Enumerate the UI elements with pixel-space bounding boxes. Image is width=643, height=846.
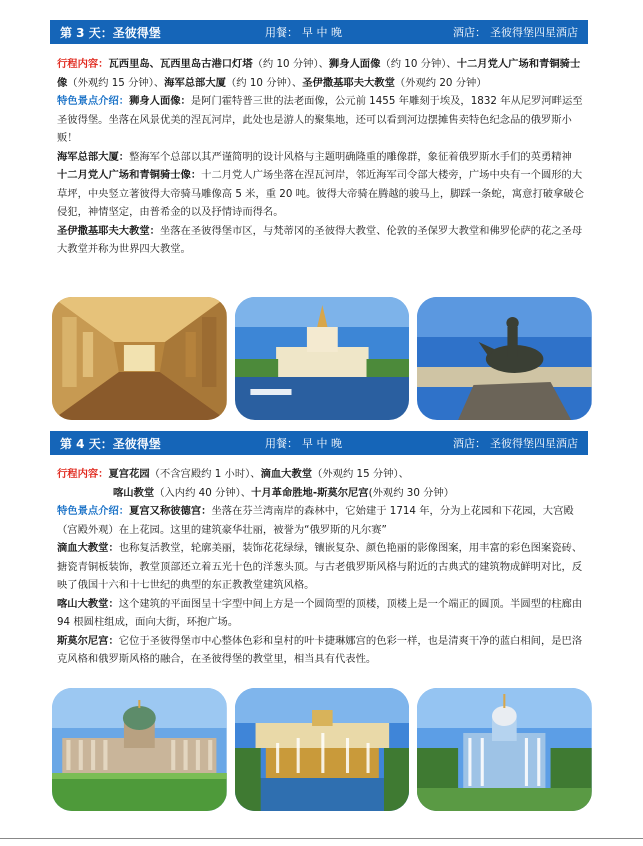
day3-itinerary-label: 行程内容： <box>57 58 109 70</box>
day4-feature-3 <box>57 595 588 632</box>
day3-content <box>57 55 588 259</box>
feature-text: 这个建筑的平面图呈十字型中间上方是一个圆筒型的顶楼，顶楼上是一个端正的圆顶。半圆型的柱廊由 94 根圆柱组成，面向大街，环抱广场。 <box>57 597 583 628</box>
day4-meal <box>265 435 450 451</box>
day4-meal-label: 用餐： <box>265 437 298 450</box>
day4-meal-value: 早 中 晚 <box>302 437 342 450</box>
day3-itinerary <box>57 55 588 92</box>
day4-feature-2 <box>57 539 588 595</box>
day4-title: 第 4 天：圣彼得堡 <box>60 436 161 451</box>
feature-text: 坐落在圣彼得堡市区，与梵蒂冈的圣彼得大教堂、伦敦的圣保罗大教堂和佛罗伦萨的花之圣母大教堂并称为世界四大教堂。 <box>57 224 583 255</box>
feature-name: 海军总部大厦： <box>57 150 130 163</box>
day4-photo-row <box>52 688 592 811</box>
itinerary-item: 十月革命胜地-斯莫尔尼宫 <box>251 486 369 499</box>
itinerary-item: 十二月党人广场和青铜骑士像 <box>57 58 581 89</box>
feature-name: 夏宫又称彼德宫： <box>129 505 212 517</box>
itinerary-note: （约 10 分钟）、 <box>380 58 457 70</box>
day4-feature-1 <box>57 502 588 539</box>
feature-name: 斯莫尔尼宫： <box>57 634 119 647</box>
day3-features-label: 特色景点介绍： <box>57 95 130 107</box>
itinerary-note: （约 10 分钟）、 <box>225 76 303 89</box>
day4-features-label: 特色景点介绍： <box>57 505 130 517</box>
feature-name: 圣伊撒基耶夫大教堂： <box>57 224 160 237</box>
day4-hotel <box>450 435 578 451</box>
itinerary-item: 海军总部大厦 <box>164 76 226 89</box>
day3-meal-value: 早 中 晚 <box>302 26 342 39</box>
day3-feature-1 <box>57 92 588 148</box>
itinerary-note: （入内约 40 分钟）、 <box>154 486 252 499</box>
page-bottom-divider <box>0 838 643 839</box>
day4-hotel-label: 酒店： <box>453 437 486 450</box>
bronze-horseman-photo <box>417 297 592 420</box>
day4-banner <box>50 431 588 455</box>
feature-text: 是阿门霍特普三世的法老面像，公元前 1455 年雕刻于埃及，1832 年从尼罗河畔运至圣彼得堡。坐落在风景优美的涅瓦河岸，此处也是游人的聚集地，还可以看到河边摆摊售卖特色纪念品的俄罗斯小贩！ <box>57 95 583 144</box>
day3-hotel-label: 酒店： <box>453 26 486 39</box>
day3-feature-4 <box>57 222 588 259</box>
itinerary-item: 圣伊撒基耶夫大教堂 <box>302 76 395 89</box>
day4-itinerary-label: 行程内容： <box>57 468 109 480</box>
day3-banner <box>50 20 588 44</box>
day3-title: 第 3 天：圣彼得堡 <box>60 25 161 40</box>
feature-text: 也称复活教堂，轮廓美丽，装饰花花绿绿，镶嵌复杂、颜色艳丽的影像图案，用丰富的彩色图案瓷砖、搪瓷青铜板装饰，教堂顶部还立着五光十色的洋葱头顶。与古老俄罗斯风格与附近的古典式的建筑物成鲜明对比，反映了俄国十六和十七世纪的典型的东正教教堂建筑风格。 <box>57 542 583 591</box>
day3-feature-2 <box>57 148 588 167</box>
day3-hotel-value: 圣彼得堡四星酒店 <box>490 26 578 39</box>
itinerary-note: （外观约 15 分钟）、 <box>312 468 409 480</box>
day3-photo-row <box>52 297 592 420</box>
feature-text: 十二月党人广场坐落在涅瓦河岸，邻近海军司令部大楼旁，广场中央有一个圆形的大草坪，中央竖立著彼得大帝骑马雕像高 5 米，重 20 吨。彼得大帝骑在腾越的骏马上，脚踩一条蛇，寓意打破拿破仑侵犯，神情坚定，由普希金的以及抒情诗而得名。 <box>57 169 584 218</box>
itinerary-note: （不含宫殿约 1 小时）、 <box>149 468 261 480</box>
itinerary-item: 喀山教堂 <box>113 486 155 499</box>
admiralty-building-photo <box>235 297 410 420</box>
feature-text: 坐落在芬兰湾南岸的森林中，它始建于 1714 年，分为上花园和下花园，大宫殿（宫殿外观）在上花园。这里的建筑豪华壮丽，被誉为“俄罗斯的凡尔赛” <box>57 505 574 536</box>
day4-feature-4 <box>57 632 588 669</box>
itinerary-item: 狮身人面像 <box>328 58 381 70</box>
feature-name: 喀山大教堂： <box>57 597 119 610</box>
day4-itinerary-line1 <box>57 465 588 484</box>
itinerary-note: (外观约 30 分钟） <box>368 486 455 499</box>
day3-meal <box>265 24 450 40</box>
kazan-cathedral-photo <box>52 688 227 811</box>
itinerary-item: 夏宫花园 <box>108 468 150 480</box>
day4-itinerary-line2 <box>57 484 588 503</box>
feature-name: 十二月党人广场和青铜骑士像： <box>57 169 202 181</box>
day4-content <box>57 465 588 669</box>
itinerary-note: （外观约 15 分钟）、 <box>67 76 165 89</box>
itinerary-note: （外观约 20 分钟） <box>394 76 487 89</box>
hermitage-corridor-photo <box>52 297 227 420</box>
day3-meal-label: 用餐： <box>265 26 298 39</box>
feature-name: 滴血大教堂： <box>57 542 119 554</box>
itinerary-note: （约 10 分钟）、 <box>252 58 329 70</box>
day3-feature-3 <box>57 166 588 222</box>
feature-name: 狮身人面像： <box>129 95 191 107</box>
peterhof-fountains-photo <box>235 688 410 811</box>
smolny-cathedral-photo <box>417 688 592 811</box>
itinerary-item: 滴血大教堂 <box>260 468 313 480</box>
feature-text: 整海军个总部以其严谨简明的设计风格与主题明确隆重的雕像群，象征着俄罗斯水手们的英勇精神 <box>129 150 572 163</box>
day3-hotel <box>450 24 578 40</box>
itinerary-item: 瓦西里岛、瓦西里岛古港口灯塔 <box>108 58 253 70</box>
feature-text: 它位于圣彼得堡市中心整体色彩和皇村的叶卡捷琳娜宫的色彩一样，也是清爽干净的蓝白相间，是巴洛克风格和俄罗斯风格的融合，在圣彼得堡的教堂里，相当具有代表性。 <box>57 634 583 665</box>
day4-hotel-value: 圣彼得堡四星酒店 <box>490 437 578 450</box>
